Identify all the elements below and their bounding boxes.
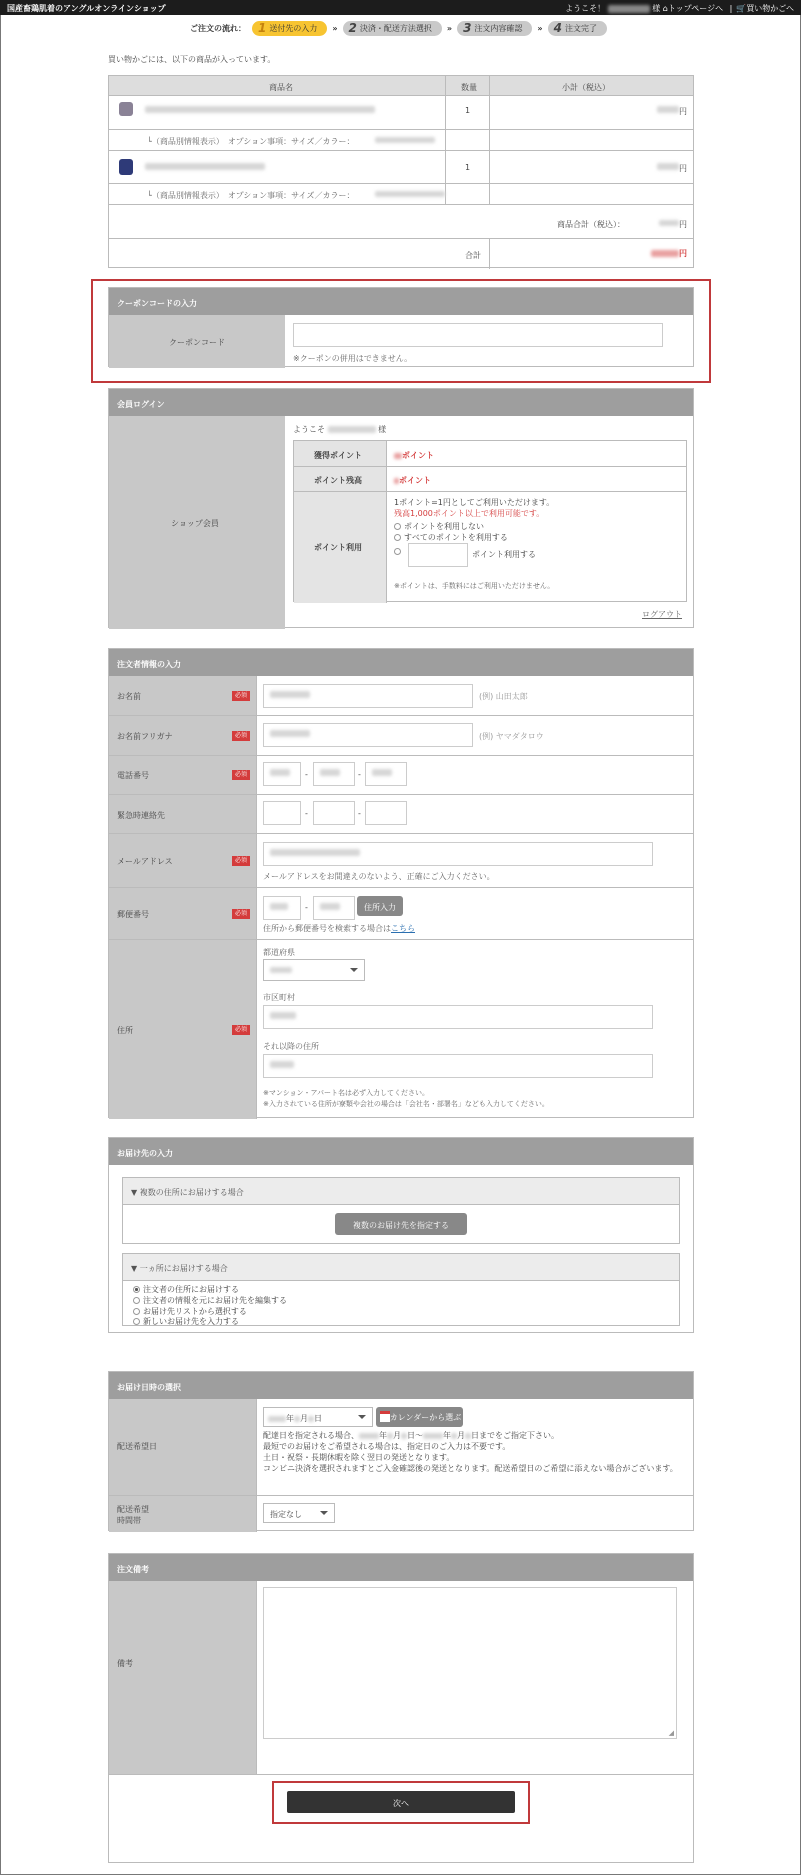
zip-input-2[interactable] <box>313 896 355 920</box>
address-note-1: ※マンション・アパート名は必ず入力してください。 <box>263 1089 429 1097</box>
address-note-2: ※入力されている住所が寮類や会社の場合は「会社名・部署名」なども入力してください。 <box>263 1100 549 1108</box>
step-arrow-icon: » <box>446 23 453 33</box>
rest-address-input[interactable] <box>263 1054 653 1078</box>
point-balance-unit: ポイント <box>399 476 431 485</box>
date-range-note: 配達日を指定される場合、 年 月 日～ 年 月 日までをご指定下さい。 <box>263 1431 559 1440</box>
total-yen: 円 <box>679 249 687 258</box>
top-bar <box>0 0 801 15</box>
emergency-contact-label: 緊急時連絡先 <box>117 811 165 820</box>
delivery-time-select[interactable]: 指定なし <box>263 1503 335 1523</box>
date-note-4: コンビニ決済を選択されますとご入金確認後の発送となります。配送希望日のご希望に添えない場合がございます。 <box>263 1464 678 1473</box>
emergency-input-2[interactable] <box>313 801 355 825</box>
order-steps <box>190 20 607 36</box>
point-rate-text: 1ポイント=1円としてご利用いただけます。 <box>394 498 555 507</box>
address-lookup-button[interactable]: 住所入力 <box>357 896 403 916</box>
tel-input-3[interactable] <box>365 762 407 786</box>
radio-all-points[interactable]: すべてのポイントを利用する <box>394 532 508 543</box>
total-label: 合計 <box>465 251 481 260</box>
required-badge: 必須 <box>232 856 250 866</box>
specify-multiple-destinations-button[interactable]: 複数のお届け先を指定する <box>335 1213 467 1235</box>
member-title: 会員ログイン <box>109 389 693 416</box>
single-address-body <box>122 1280 680 1326</box>
multi-address-body <box>122 1204 680 1244</box>
steps-lead: ご注文の流れ： <box>190 23 246 33</box>
name-label: お名前 <box>117 692 141 701</box>
product-thumbnail[interactable] <box>119 159 133 175</box>
top-right-links: ようこそ！ 様 ⌂トップページへ | 🛒買い物かごへ <box>565 4 794 13</box>
delivery-title: お届け先の入力 <box>109 1138 693 1165</box>
zip-note: 住所から郵便番号を検索する場合は <box>263 924 391 933</box>
delivery-option-list[interactable]: お届け先リストから選択する <box>133 1306 247 1317</box>
logout-link[interactable]: ログアウト <box>642 610 682 619</box>
quantity-value: 1 <box>465 163 471 172</box>
top-page-link[interactable]: トップページへ <box>667 4 724 13</box>
city-input[interactable] <box>263 1005 653 1029</box>
orderer-section: 注文者情報の入力 お名前 必須 (例) 山田太郎 お名前フリガナ 必須 (例) ヤマダタロウ 電話番号 必須 - - 緊急時連絡先 - - メールアドレス 必須 メールアドレスをお間違えのないよう、正確にご入力ください。 郵便番号 必須 - 住所入力 住所から郵便番号を検索する場合はこちら 住所 必須 都道府県 市区町村 それ以降の住所 ※マンション・アパート名は必ず入力してください。 ※入力されている住所が寮類や会社の場合は「会社名・部署名」なども入力してください。 <box>108 648 694 1118</box>
tel-input-2[interactable] <box>313 762 355 786</box>
next-button-highlight <box>272 1781 530 1824</box>
zip-label: 郵便番号 <box>117 910 149 919</box>
next-button[interactable]: 次へ <box>287 1791 515 1813</box>
step-3: 3 注文内容確認 <box>457 21 532 36</box>
delivery-time-label-2: 時間帯 <box>117 1516 141 1525</box>
coupon-label: クーポンコード <box>169 338 225 347</box>
zip-search-link[interactable]: こちら <box>391 924 415 933</box>
radio-no-points[interactable]: ポイントを利用しない <box>394 521 484 532</box>
email-input[interactable] <box>263 842 653 866</box>
required-badge: 必須 <box>232 731 250 741</box>
zip-input-1[interactable] <box>263 896 301 920</box>
member-label: ショップ会員 <box>171 519 219 528</box>
point-min-text: 残高1,000ポイント以上で利用可能です。 <box>394 509 545 518</box>
delivery-time-label-1: 配送希望 <box>117 1505 149 1514</box>
schedule-title: お届け日時の選択 <box>109 1372 693 1399</box>
product-name-blurred[interactable] <box>145 106 375 113</box>
remarks-title: 注文備考 <box>109 1554 693 1581</box>
product-option: └（商品別情報表示） オプション事項：サイズ／カラー： <box>147 137 355 146</box>
member-section: 会員ログイン ショップ会員 ようこそ 様 獲得ポイント ポイント ポイント残高 ポイント ポイント利用 1ポイント=1円としてご利用いただけます。 残高1,000ポイント以上で利用可能です。 ポイントを利用しない すべてのポイントを利用する ポイント利用する ※ポイントは、手数料にはご利用いただけません。 ログアウト <box>108 388 694 628</box>
kana-label: お名前フリガナ <box>117 732 173 741</box>
product-thumbnail[interactable] <box>119 102 133 116</box>
point-use-label: ポイント利用 <box>314 543 362 552</box>
tel-label: 電話番号 <box>117 771 149 780</box>
remarks-textarea[interactable] <box>263 1587 677 1739</box>
earned-points-unit: ポイント <box>402 451 434 460</box>
product-name-blurred[interactable] <box>145 163 265 170</box>
step-arrow-icon: » <box>332 23 338 33</box>
prefecture-select[interactable] <box>263 959 365 981</box>
tel-input-1[interactable] <box>263 762 301 786</box>
col-quantity: 数量 <box>461 83 477 92</box>
chevron-down-icon <box>320 1511 328 1515</box>
rest-address-label: それ以降の住所 <box>263 1042 319 1051</box>
step-2: 2 決済・配送方法選択 <box>343 21 442 36</box>
cart-icon: 🛒 <box>736 4 747 13</box>
shop-name[interactable]: 国産畜鶏肌着のアングルオンラインショップ <box>7 4 166 13</box>
city-label: 市区町村 <box>263 993 295 1002</box>
col-subtotal: 小計（税込） <box>562 83 610 92</box>
coupon-title: クーポンコードの入力 <box>109 288 693 315</box>
delivery-date-label: 配送希望日 <box>117 1442 157 1451</box>
single-address-header[interactable]: ▼ 一ヵ所にお届けする場合 <box>122 1253 680 1281</box>
points-note: ※ポイントは、手数料にはご利用いただけません。 <box>394 582 555 590</box>
points-amount-input[interactable] <box>408 543 468 567</box>
delivery-section <box>108 1137 694 1333</box>
point-balance-label: ポイント残高 <box>314 476 362 485</box>
col-product-name: 商品名 <box>269 83 293 92</box>
required-badge: 必須 <box>232 909 250 919</box>
kana-input[interactable] <box>263 723 473 747</box>
prefecture-label: 都道府県 <box>263 948 295 957</box>
welcome-suffix: 様 <box>652 4 661 13</box>
coupon-note: ※クーポンの併用はできません。 <box>293 354 413 363</box>
delivery-option-orderer[interactable]: 注文者の住所にお届けする <box>133 1284 239 1295</box>
product-total-label: 商品合計（税込）： <box>557 220 625 229</box>
cart-table <box>108 75 694 268</box>
user-name-blurred <box>608 5 650 13</box>
cart-intro: 買い物かごには、以下の商品が入っています。 <box>108 55 276 64</box>
address-label: 住所 <box>117 1026 133 1035</box>
delivery-option-edit[interactable]: 注文者の情報を元にお届け先を編集する <box>133 1295 287 1306</box>
earned-points-label: 獲得ポイント <box>314 451 362 460</box>
cart-link[interactable]: 買い物かごへ <box>746 4 794 13</box>
required-badge: 必須 <box>232 770 250 780</box>
date-note-2: 最短でのお届けをご希望される場合は、指定日のご入力は不要です。 <box>263 1442 511 1451</box>
resize-handle-icon[interactable]: ◢ <box>668 1729 674 1737</box>
home-icon: ⌂ <box>662 4 668 13</box>
step-arrow-icon: » <box>537 23 543 33</box>
orderer-title: 注文者情報の入力 <box>109 649 693 676</box>
name-example: (例) 山田太郎 <box>479 692 528 701</box>
partial-points-label: ポイント利用する <box>472 550 536 559</box>
kana-example: (例) ヤマダタロウ <box>479 732 544 741</box>
points-table <box>293 440 687 602</box>
schedule-section <box>108 1371 694 1531</box>
product-option: └（商品別情報表示） オプション事項：サイズ／カラー： <box>147 191 355 200</box>
delivery-date-select[interactable]: 年 月 日 <box>263 1407 373 1427</box>
remarks-label: 備考 <box>117 1659 133 1668</box>
chevron-down-icon <box>358 1415 366 1419</box>
delivery-option-new[interactable]: 新しいお届け先を入力する <box>133 1316 239 1327</box>
member-welcome: ようこそ <box>293 425 325 434</box>
chevron-down-icon <box>350 968 358 972</box>
calendar-button[interactable]: カレンダーから選ぶ <box>376 1407 463 1427</box>
emergency-input-3[interactable] <box>365 801 407 825</box>
step-4: 4 注文完了 <box>548 21 607 36</box>
required-badge: 必須 <box>232 1025 250 1035</box>
calendar-icon <box>380 1411 390 1422</box>
subtotal-yen: 円 <box>679 107 687 116</box>
quantity-value: 1 <box>465 106 471 115</box>
email-label: メールアドレス <box>117 857 173 866</box>
step-1: 1 送付先の入力 <box>252 21 327 36</box>
emergency-input-1[interactable] <box>263 801 301 825</box>
welcome-prefix: ようこそ！ <box>565 4 606 13</box>
coupon-highlight <box>91 279 711 383</box>
email-note: メールアドレスをお間違えのないよう、正確にご入力ください。 <box>263 872 495 881</box>
product-total-yen: 円 <box>679 220 687 229</box>
subtotal-yen: 円 <box>679 164 687 173</box>
multi-address-header[interactable]: ▼ 複数の住所にお届けする場合 <box>122 1177 680 1205</box>
date-note-3: 土日・祝祭・長期休暇を除く翌日の発送となります。 <box>263 1453 455 1462</box>
required-badge: 必須 <box>232 691 250 701</box>
name-input[interactable] <box>263 684 473 708</box>
radio-partial-points[interactable] <box>394 547 404 556</box>
